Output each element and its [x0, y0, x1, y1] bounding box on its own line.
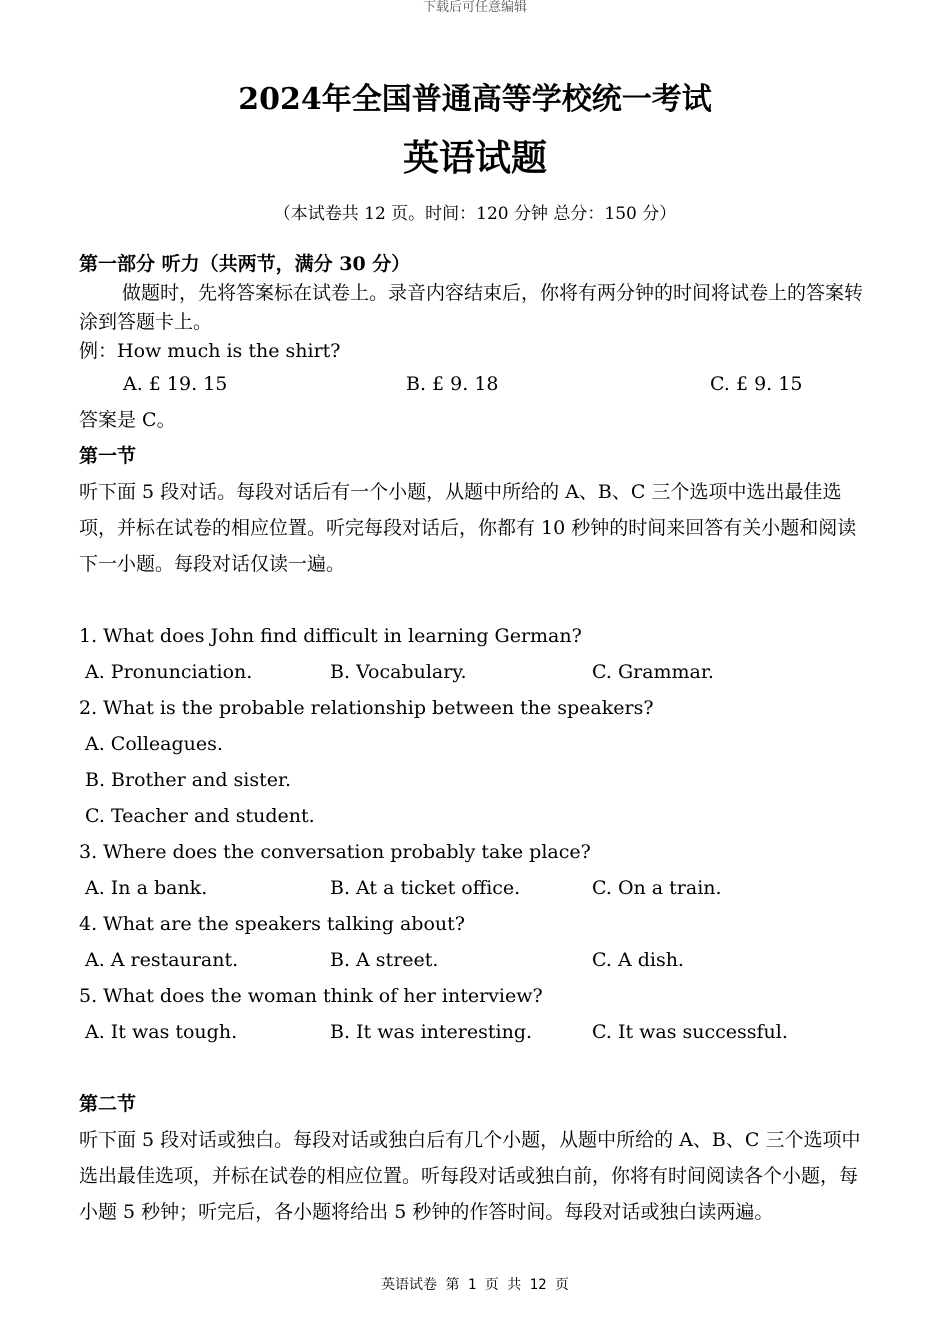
example-options [79, 366, 874, 402]
section2-instructions: 听下面 5 段对话或独白。每段对话或独白后有几个小题，从题中所给的 A、B、C 三个选项中选出最佳选项，并标在试卷的相应位置。听每段对话或独白前，你将有时间阅读各个小题，每小题 5 秒钟；听完后，各小题将给出 5 秒钟的作答时间。每段对话或独白读两遍。 [79, 1129, 861, 1223]
example-option-a: A. £ 19. 15 [123, 373, 228, 395]
option-c: C. Teacher and student. [85, 805, 315, 827]
option-b: B. At a ticket office. [330, 877, 521, 899]
question-stem: 5. What does the woman think of her interview? [79, 985, 543, 1007]
example-question: 例：How much is the shirt? [79, 340, 341, 362]
option-c: C. Grammar. [592, 661, 714, 683]
exam-title: 2024年全国普通高等学校统一考试 [238, 82, 712, 117]
part1-heading: 第一部分 听力（共两节，满分 30 分） [79, 253, 411, 275]
part1-intro: 做题时，先将答案标在试卷上。录音内容结束后，你将有两分钟的时间将试卷上的答案转涂到答题卡上。 [79, 282, 864, 333]
section2-heading: 第二节 [79, 1093, 137, 1115]
example-option-b: B. £ 9. 18 [406, 373, 499, 395]
question-stem: 4. What are the speakers talking about? [79, 913, 465, 935]
option-c: C. It was successful. [592, 1021, 788, 1043]
section1-heading: 第一节 [79, 445, 137, 467]
spacer [79, 582, 874, 618]
exam-subject-title: 英语试题 [402, 137, 547, 179]
question-stem: 1. What does John find difficult in learning German? [79, 625, 582, 647]
option-a: A. It was tough. [85, 1021, 238, 1043]
option-c: C. A dish. [592, 949, 684, 971]
question-options [79, 942, 874, 978]
option-a: A. In a bank. [85, 877, 208, 899]
header-note: 下载后可任意编辑 [422, 0, 527, 15]
option-b: B. It was interesting. [330, 1021, 533, 1043]
option-b: B. A street. [330, 949, 439, 971]
option-b: B. Vocabulary. [330, 661, 467, 683]
question-options [79, 870, 874, 906]
exam-info: （本试卷共 12 页。时间：120 分钟 总分：150 分） [273, 204, 677, 224]
question-options [79, 654, 874, 690]
question-stem: 2. What is the probable relationship between the speakers? [79, 697, 654, 719]
option-a: A. Colleagues. [85, 733, 223, 755]
example-option-c: C. £ 9. 15 [710, 373, 803, 395]
option-a: A. A restaurant. [85, 949, 239, 971]
question-options [79, 1014, 874, 1050]
section1-instructions: 听下面 5 段对话。每段对话后有一个小题，从题中所给的 A、B、C 三个选项中选出最佳选项，并标在试卷的相应位置。听完每段对话后，你都有 10 秒钟的时间来回答有关小题和阅读下一小题。每段对话仅读一遍。 [79, 481, 857, 575]
page-footer: 英语试卷 第 1 页 共 12 页 [381, 1277, 569, 1293]
question-stem: 3. Where does the conversation probably take place? [79, 841, 591, 863]
option-a: A. Pronunciation. [85, 661, 253, 683]
spacer [79, 1050, 874, 1086]
example-answer: 答案是 C。 [79, 409, 176, 431]
page-content [79, 250, 874, 1230]
option-b: B. Brother and sister. [85, 769, 292, 791]
option-c: C. On a train. [592, 877, 722, 899]
